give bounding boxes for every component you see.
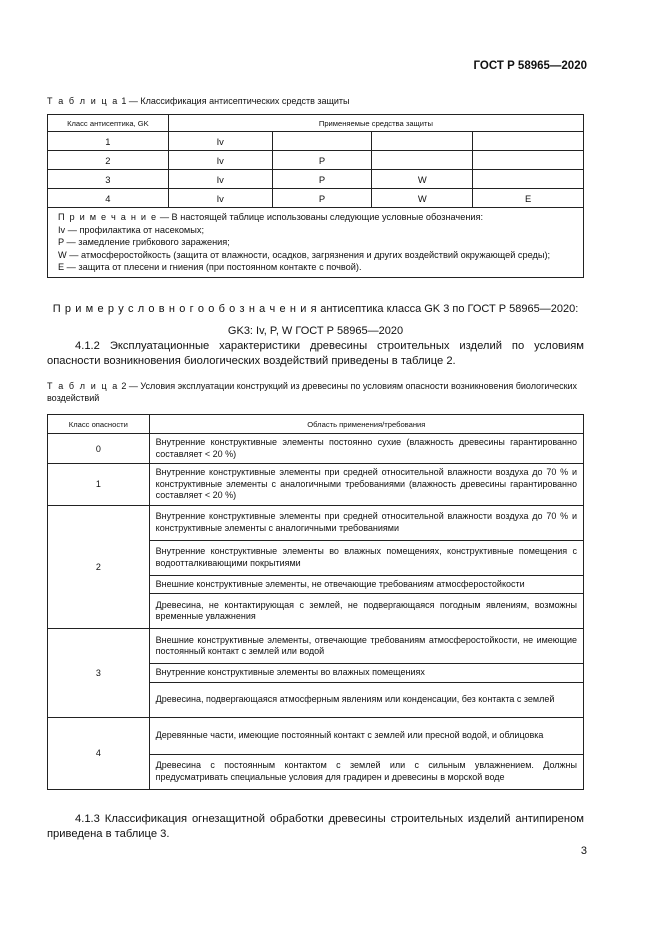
table1-cell xyxy=(473,170,584,189)
table2-header-row xyxy=(48,415,584,434)
table-row xyxy=(48,170,584,189)
table-row xyxy=(48,464,584,506)
table1-cell xyxy=(372,151,473,170)
table2-class-cell: 4 xyxy=(48,717,150,789)
table-row xyxy=(48,717,584,754)
table1-cell: W xyxy=(372,189,473,208)
document-id: ГОСТ Р 58965—2020 xyxy=(473,60,587,72)
table2-req-cell: Древесина, не контактирующая с землей, не подвергающаяся погодным явлениям, возможны временные увлажнения xyxy=(149,594,583,629)
table1-note-intro xyxy=(58,211,577,224)
table2 xyxy=(47,414,584,790)
table2-req-cell: Внутренние конструктивные элементы при средней относительной влажности воздуха до 70 % и конструктивные элементы с аналогичными требованиями xyxy=(149,505,583,540)
table1-cell-class: 3 xyxy=(48,170,169,189)
table1-caption xyxy=(47,95,350,107)
table1 xyxy=(47,114,584,278)
table1-note-line: Iv — профилактика от насекомых; xyxy=(58,224,204,235)
table1-cell: Iv xyxy=(168,189,272,208)
table2-req-cell: Внутренние конструктивные элементы во влажных помещениях xyxy=(149,664,583,683)
table2-req-cell: Внутренние конструктивные элементы при средней относительной влажности воздуха до 70 % и конструктивные элементы с аналогичными требованиями (влажность древесины гарантированно составляет < 20 %) xyxy=(149,464,583,506)
table1-cell: E xyxy=(473,189,584,208)
table1-label: Т а б л и ц а xyxy=(47,96,119,106)
table2-class-cell: 1 xyxy=(48,464,150,506)
table1-note-row xyxy=(48,208,584,278)
table-row xyxy=(48,505,584,540)
table2-col-class: Класс опасности xyxy=(48,415,150,434)
table-row xyxy=(48,189,584,208)
example-text: антисептика класса GK 3 по ГОСТ Р 58965—2020: xyxy=(317,303,579,315)
table1-cell-class: 4 xyxy=(48,189,169,208)
example-designation: GK3: Iv, P, W ГОСТ Р 58965—2020 xyxy=(227,325,404,337)
table1-note-line: E — защита от плесени и гниения (при постоянном контакте с почвой). xyxy=(58,262,362,272)
table1-cell: W xyxy=(372,170,473,189)
table2-req-cell: Деревянные части, имеющие постоянный контакт с землей или пресной водой, и облицовка xyxy=(149,717,583,754)
example-line xyxy=(47,300,584,318)
table1-cell xyxy=(473,132,584,151)
table2-class-cell: 3 xyxy=(48,629,150,718)
table-row xyxy=(48,151,584,170)
table1-caption-text: 1 — Классификация антисептических средств защиты xyxy=(118,96,350,106)
page-number: 3 xyxy=(580,845,587,857)
table1-cell: Iv xyxy=(168,151,272,170)
table-row xyxy=(48,132,584,151)
table1-cell-class: 1 xyxy=(48,132,169,151)
paragraph-4-1-3: 4.1.3 Классификация огнезащитной обработки древесины строительных изделий антипиреном приведена в таблице 3. xyxy=(47,813,584,840)
table2-col-area: Область применения/требования xyxy=(149,415,583,434)
table1-cell xyxy=(272,132,372,151)
designation-example xyxy=(47,300,584,340)
table1-cell-class: 2 xyxy=(48,151,169,170)
table2-req-cell: Внутренние конструктивные элементы во влажных помещениях, конструктивные помещения с водоотталкивающими покрытиями xyxy=(149,540,583,575)
table2-class-cell: 0 xyxy=(48,434,150,464)
table1-note-line: P — замедление грибкового заражения; xyxy=(58,237,230,247)
table1-note xyxy=(48,208,584,278)
table1-cell xyxy=(473,151,584,170)
table1-cell: P xyxy=(272,170,372,189)
table-row xyxy=(48,629,584,664)
table2-label: Т а б л и ц а xyxy=(47,381,119,391)
table1-header-row xyxy=(48,115,584,132)
table1-col-class: Класс антисептика, GK xyxy=(48,115,169,132)
table-row xyxy=(48,434,584,464)
table2-req-cell: Древесина, подвергающаяся атмосферным явлениям или конденсации, без контакта с землей xyxy=(149,682,583,717)
table1-col-means: Применяемые средства защиты xyxy=(168,115,583,132)
table2-req-cell: Внутренние конструктивные элементы постоянно сухие (влажность древесины гарантированно составляет < 20 %) xyxy=(149,434,583,464)
table1-note-label: П р и м е ч а н и е xyxy=(58,212,158,222)
example-label: П р и м е р у с л о в н о г о о б о з н а ч е н и я xyxy=(52,303,318,315)
table2-req-cell: Древесина с постоянным контактом с землей или с сильным увлажнением. Должны предусматривать специальные условия для градирен и древесины в морской воде xyxy=(149,754,583,789)
paragraph-4-1-2: 4.1.2 Эксплуатационные характеристики древесины строительных изделий по условиям опасности возникновения биологических воздействий приведены в таблице 2. xyxy=(47,340,584,367)
table2-req-cell: Внешние конструктивные элементы, отвечающие требованиям атмосферостойкости, не имеющие постоянный контакт с землей или водой xyxy=(149,629,583,664)
table2-caption xyxy=(47,380,584,404)
table1-cell xyxy=(372,132,473,151)
table1-cell: P xyxy=(272,189,372,208)
table1-note-intro-text: — В настоящей таблице использованы следующие условные обозначения: xyxy=(157,212,484,222)
table2-req-cell: Внешние конструктивные элементы, не отвечающие требованиям атмосферостойкости xyxy=(149,575,583,594)
table1-cell: Iv xyxy=(168,170,272,189)
table1-note-line: W — атмосферостойкость (защита от влажности, осадков, загрязнения и других воздействий окружающей среды); xyxy=(58,249,551,260)
table1-cell: P xyxy=(272,151,372,170)
table1-cell: Iv xyxy=(168,132,272,151)
table2-caption-text: 2 — Условия эксплуатации конструкций из древесины по условиям опасности возникновения биологических воздействий xyxy=(47,381,578,403)
table2-class-cell: 2 xyxy=(48,505,150,629)
